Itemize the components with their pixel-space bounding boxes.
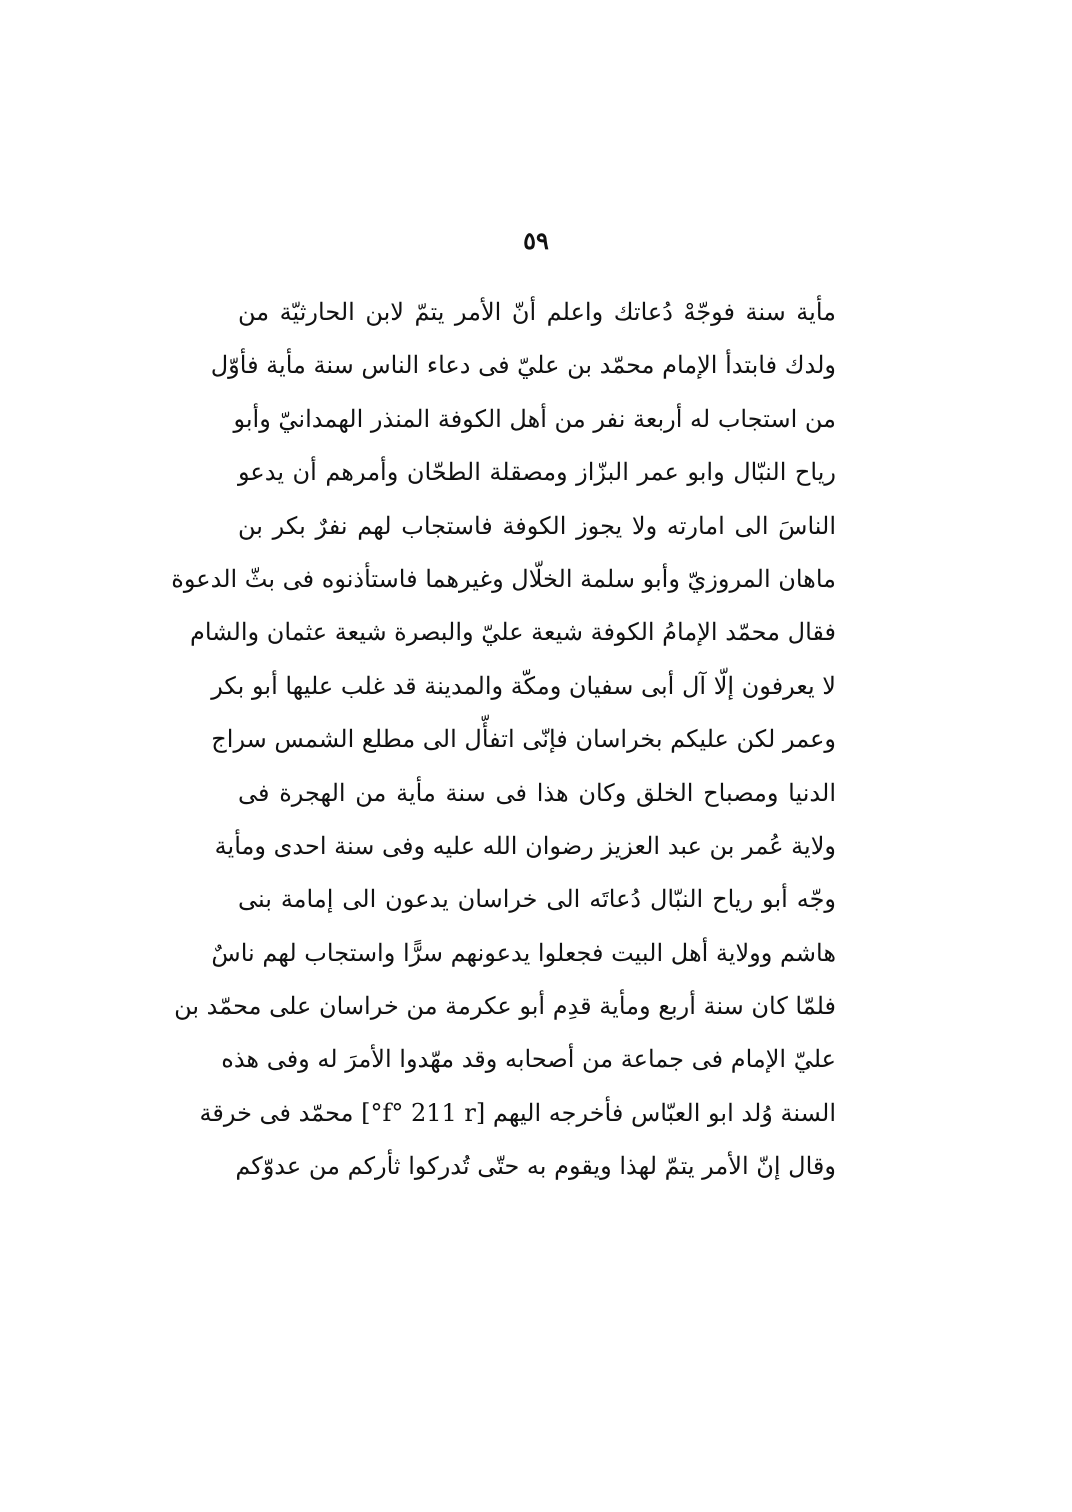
text-line: فقال محمّد الإمامُ الكوفة شيعة عليّ والبصرة شيعة عثمان والشام bbox=[189, 618, 836, 647]
text-line: هاشم وولاية أهل البيت فجعلوا يدعونهم سرًّا واستجاب لهم ناسٌ bbox=[211, 938, 836, 967]
text-line: ماهان المروزيّ وأبو سلمة الخلّال وغيرهما فاستأذنوه فى بثّ الدعوة bbox=[171, 564, 836, 593]
text-line: الدنيا ومصباح الخلق وكان هذا فى سنة مأية من الهجرة فى bbox=[238, 778, 836, 807]
text-line: وعمر لكن عليكم بخراسان فإنّى اتفأّل الى مطلع الشمس سراج bbox=[211, 725, 836, 754]
text-line: عليّ الإمام فى جماعة من أصحابه وقد مهّدوا الأمرَ له وفى هذه bbox=[221, 1045, 836, 1074]
text-line: ولدك فابتدأ الإمام محمّد بن عليّ فى دعاء الناس سنة مأية فأوّل bbox=[210, 351, 836, 380]
text-line: وقال إنّ الأمر يتمّ لهذا ويقوم به حتّى تُدركوا ثأركم من عدوّكم bbox=[235, 1152, 836, 1181]
text-line: مأية سنة فوجّهْ دُعاتك واعلم أنّ الأمر يتمّ لابن الحارثيّة من bbox=[238, 298, 836, 326]
body-text bbox=[171, 286, 836, 1194]
text-line: لا يعرفون إلّا آل أبى سفيان ومكّة والمدينة قد غلب عليها أبو بكر bbox=[211, 671, 836, 700]
text-line: من استجاب له أربعة نفر من أهل الكوفة المنذر الهمدانيّ وأبو bbox=[233, 404, 836, 433]
text-line: فلمّا كان سنة أربع ومأية قدِم أبو عكرمة من خراسان على محمّد بن bbox=[174, 992, 836, 1021]
text-line: الناسَ الى امارته ولا يجوز الكوفة فاستجاب لهم نفرٌ بكر بن bbox=[238, 511, 836, 540]
text-line: ولاية عُمر بن عبد العزيز رضوان الله عليه وفى سنة احدى ومأية bbox=[214, 831, 836, 860]
text-line: رياح النبّال وابو عمر البزّاز ومصقلة الطحّان وأمرهم أن يدعو bbox=[238, 458, 836, 487]
text-line: وجّه أبو رياح النبّال دُعاتَه الى خراسان يدعون الى إمامة بنى bbox=[238, 885, 836, 914]
text-line: السنة وُلد ابو العبّاس فأخرجه اليهم [f° 211 r°] محمّد فى خرقة bbox=[199, 1098, 836, 1127]
page-number: ٥٩ bbox=[523, 226, 549, 255]
